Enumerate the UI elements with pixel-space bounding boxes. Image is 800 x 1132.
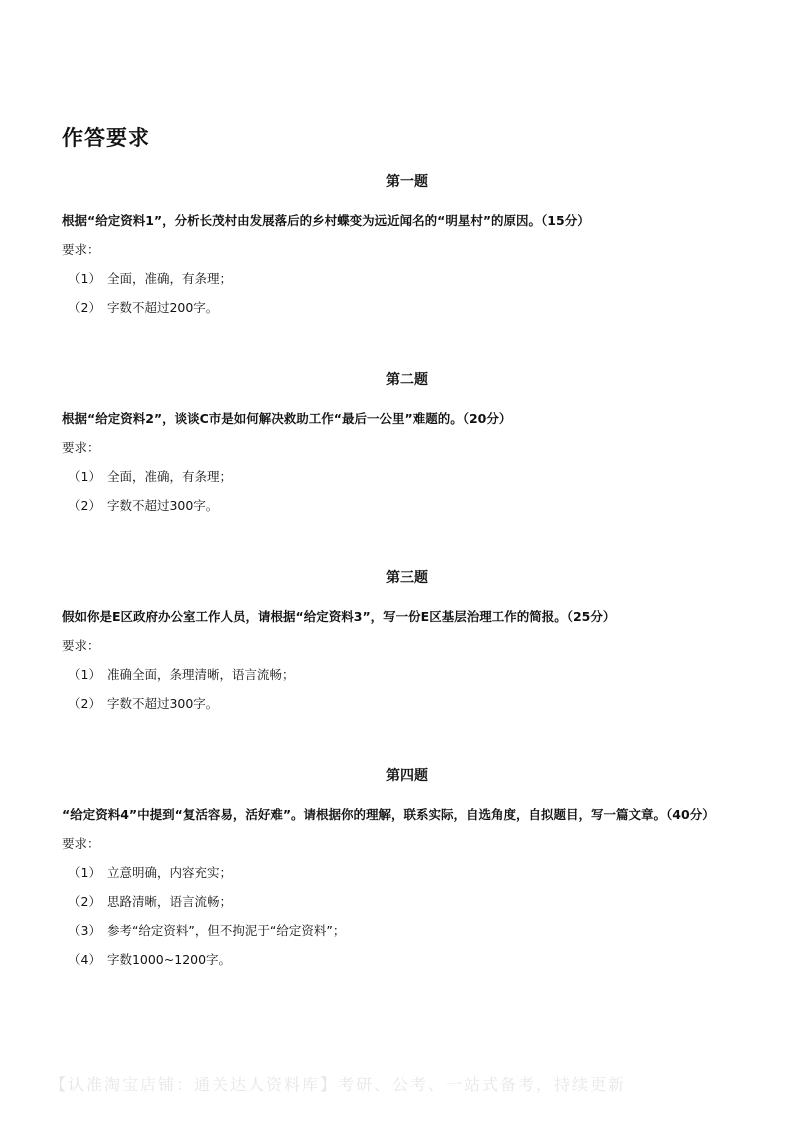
question-4-text: “给定资料4”中提到“复活容易，活好难”。请根据你的理解，联系实际，自选角度，自拟题目，写一篇文章。（40分） xyxy=(62,807,715,822)
question-1-req-2 xyxy=(62,298,752,318)
question-4-req-1 xyxy=(62,863,752,883)
question-3-req-1 xyxy=(62,665,752,685)
question-3-title: 第三题 xyxy=(386,570,428,586)
question-4 xyxy=(62,766,752,970)
question-3-req-label: 要求： xyxy=(62,638,100,653)
question-2 xyxy=(62,370,752,516)
req-number: （2） xyxy=(68,300,101,315)
question-3-text: 假如你是E区政府办公室工作人员，请根据“给定资料3”，写一份E区基层治理工作的简报。（25分） xyxy=(62,609,616,624)
req-text: 字数不超过200字。 xyxy=(106,300,219,315)
question-1-text: 根据“给定资料1”，分析长茂村由发展落后的乡村蝶变为远近闻名的“明星村”的原因。（15分） xyxy=(62,213,590,228)
req-text: 准确全面，条理清晰，语言流畅； xyxy=(106,667,295,682)
req-number: （1） xyxy=(68,271,101,286)
question-4-title: 第四题 xyxy=(386,768,428,784)
question-3-req-2 xyxy=(62,694,752,714)
question-1-req-1 xyxy=(62,269,752,289)
req-number: （3） xyxy=(68,923,101,938)
question-1 xyxy=(62,172,752,318)
req-text: 参考“给定资料”，但不拘泥于“给定资料”； xyxy=(106,923,346,938)
req-number: （2） xyxy=(68,498,101,513)
question-4-req-2 xyxy=(62,892,752,912)
page-title: 作答要求 xyxy=(62,126,150,150)
req-text: 全面，准确，有条理； xyxy=(106,469,232,484)
req-number: （2） xyxy=(68,894,101,909)
watermark: 【认准淘宝店铺：通关达人资料库】考研、公考、一站式备考，持续更新 xyxy=(50,1075,627,1094)
question-1-req-label: 要求： xyxy=(62,242,100,257)
question-3 xyxy=(62,568,752,714)
req-number: （4） xyxy=(68,952,101,967)
req-text: 全面，准确，有条理； xyxy=(106,271,232,286)
question-4-req-label: 要求： xyxy=(62,836,100,851)
req-number: （1） xyxy=(68,667,101,682)
question-2-text: 根据“给定资料2”，谈谈C市是如何解决救助工作“最后一公里”难题的。（20分） xyxy=(62,411,512,426)
req-text: 思路清晰，语言流畅； xyxy=(106,894,232,909)
req-text: 字数不超过300字。 xyxy=(106,498,219,513)
req-text: 字数不超过300字。 xyxy=(106,696,219,711)
req-text: 字数1000~1200字。 xyxy=(106,952,232,967)
req-number: （1） xyxy=(68,865,101,880)
question-2-req-label: 要求： xyxy=(62,440,100,455)
req-number: （2） xyxy=(68,696,101,711)
question-1-title: 第一题 xyxy=(386,174,428,190)
req-text: 立意明确，内容充实； xyxy=(106,865,232,880)
question-4-req-3 xyxy=(62,921,752,941)
question-4-req-4 xyxy=(62,950,752,970)
question-2-req-1 xyxy=(62,467,752,487)
question-2-title: 第二题 xyxy=(386,372,428,388)
req-number: （1） xyxy=(68,469,101,484)
question-2-req-2 xyxy=(62,496,752,516)
